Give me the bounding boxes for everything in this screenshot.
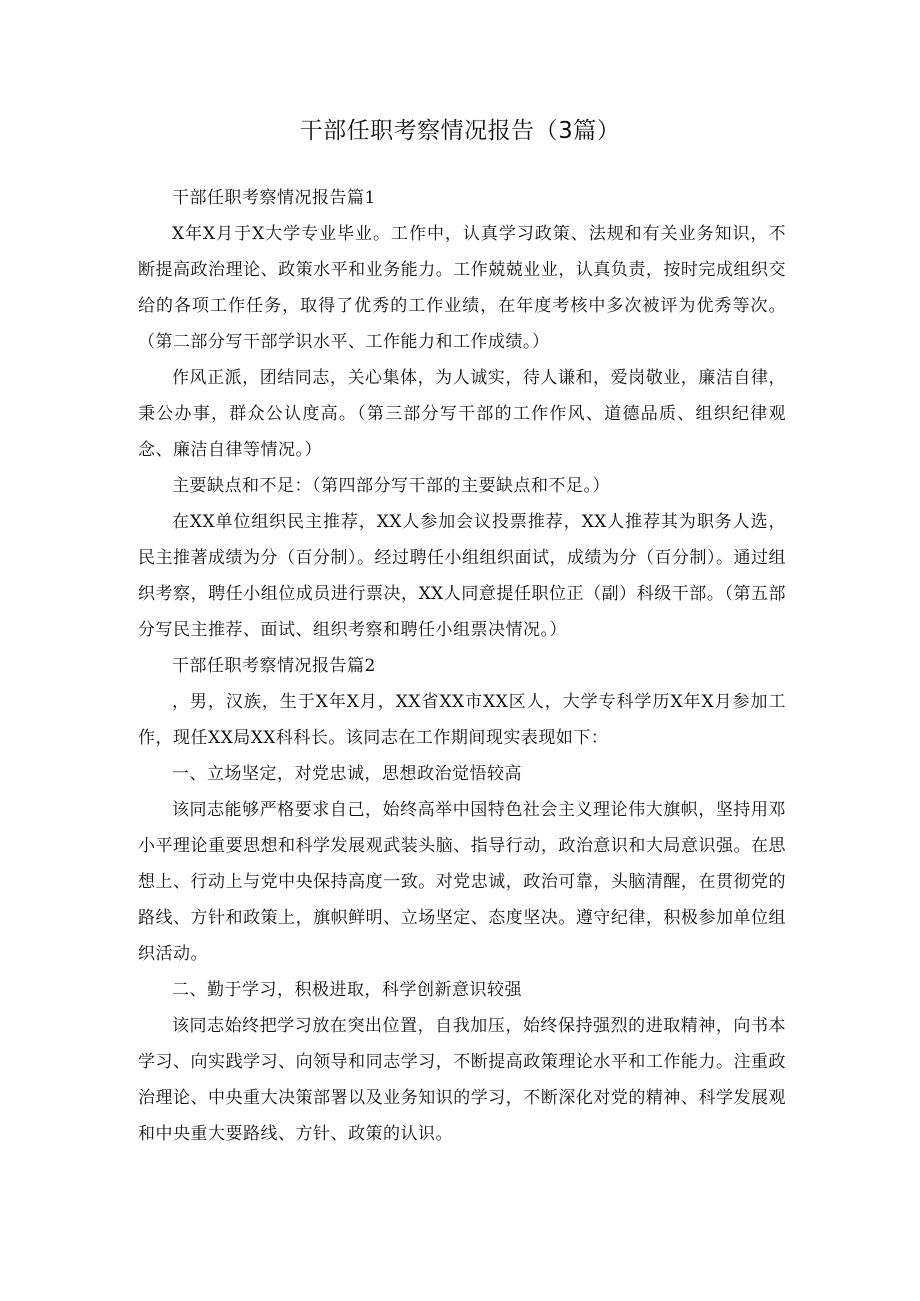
subheading-2: 二、勤于学习，积极进取，科学创新意识较强 bbox=[172, 980, 522, 1000]
paragraph: X年X月于X大学专业毕业。工作中，认真学习政策、法规和有关业务知识，不断提高政治理论、政策水平和业务能力。工作兢兢业业，认真负责，按时完成组织交给的各项工作任务，取得了优秀的工作业绩，在年度考核中多次被评为优秀等次。（第二部分写干部学识水平、工作能力和工作成绩。） bbox=[138, 224, 786, 352]
paragraph: 作风正派，团结同志，关心集体，为人诚实，待人谦和，爱岗敬业，廉洁自律，秉公办事，群众公认度高。（第三部分写干部的工作作风、道德品质、组织纪律观念、廉洁自律等情况。） bbox=[138, 368, 786, 460]
section-heading-2: 干部任职考察情况报告篇2 bbox=[172, 656, 376, 676]
section-heading-1: 干部任职考察情况报告篇1 bbox=[172, 188, 376, 208]
document-title: 干部任职考察情况报告（3篇） bbox=[299, 118, 621, 144]
paragraph: 该同志始终把学习放在突出位置，自我加压，始终保持强烈的进取精神，向书本学习、向实践学习、向领导和同志学习，不断提高政策理论水平和工作能力。注重政治理论、中央重大决策部署以及业务知识的学习，不断深化对党的精神、科学发展观和中央重大要路线、方针、政策的认识。 bbox=[138, 1016, 786, 1144]
subheading-1: 一、立场坚定，对党忠诚，思想政治觉悟较高 bbox=[172, 764, 522, 784]
paragraph: 在XX单位组织民主推荐，XX人参加会议投票推荐，XX人推荐其为职务人选，民主推著成绩为分（百分制）。经过聘任小组组织面试，成绩为分（百分制）。通过组织考察，聘任小组位成员进行票决，XX人同意提任职位正（副）科级干部。（第五部分写民主推荐、面试、组织考察和聘任小组票决情况。） bbox=[138, 512, 786, 640]
paragraph: ，男，汉族，生于X年X月，XX省XX市XX区人，大学专科学历X年X月参加工作，现任XX局XX科科长。该同志在工作期间现实表现如下： bbox=[138, 692, 786, 748]
paragraph: 主要缺点和不足：（第四部分写干部的主要缺点和不足。） bbox=[172, 476, 610, 496]
document-body bbox=[138, 180, 786, 1152]
paragraph: 该同志能够严格要求自己，始终高举中国特色社会主义理论伟大旗帜，坚持用邓小平理论重要思想和科学发展观武装头脑、指导行动，政治意识和大局意识强。在思想上、行动上与党中央保持高度一致。对党忠诚，政治可靠，头脑清醒，在贯彻党的路线、方针和政策上，旗帜鲜明、立场坚定、态度坚决。遵守纪律，积极参加单位组织活动。 bbox=[138, 800, 786, 964]
